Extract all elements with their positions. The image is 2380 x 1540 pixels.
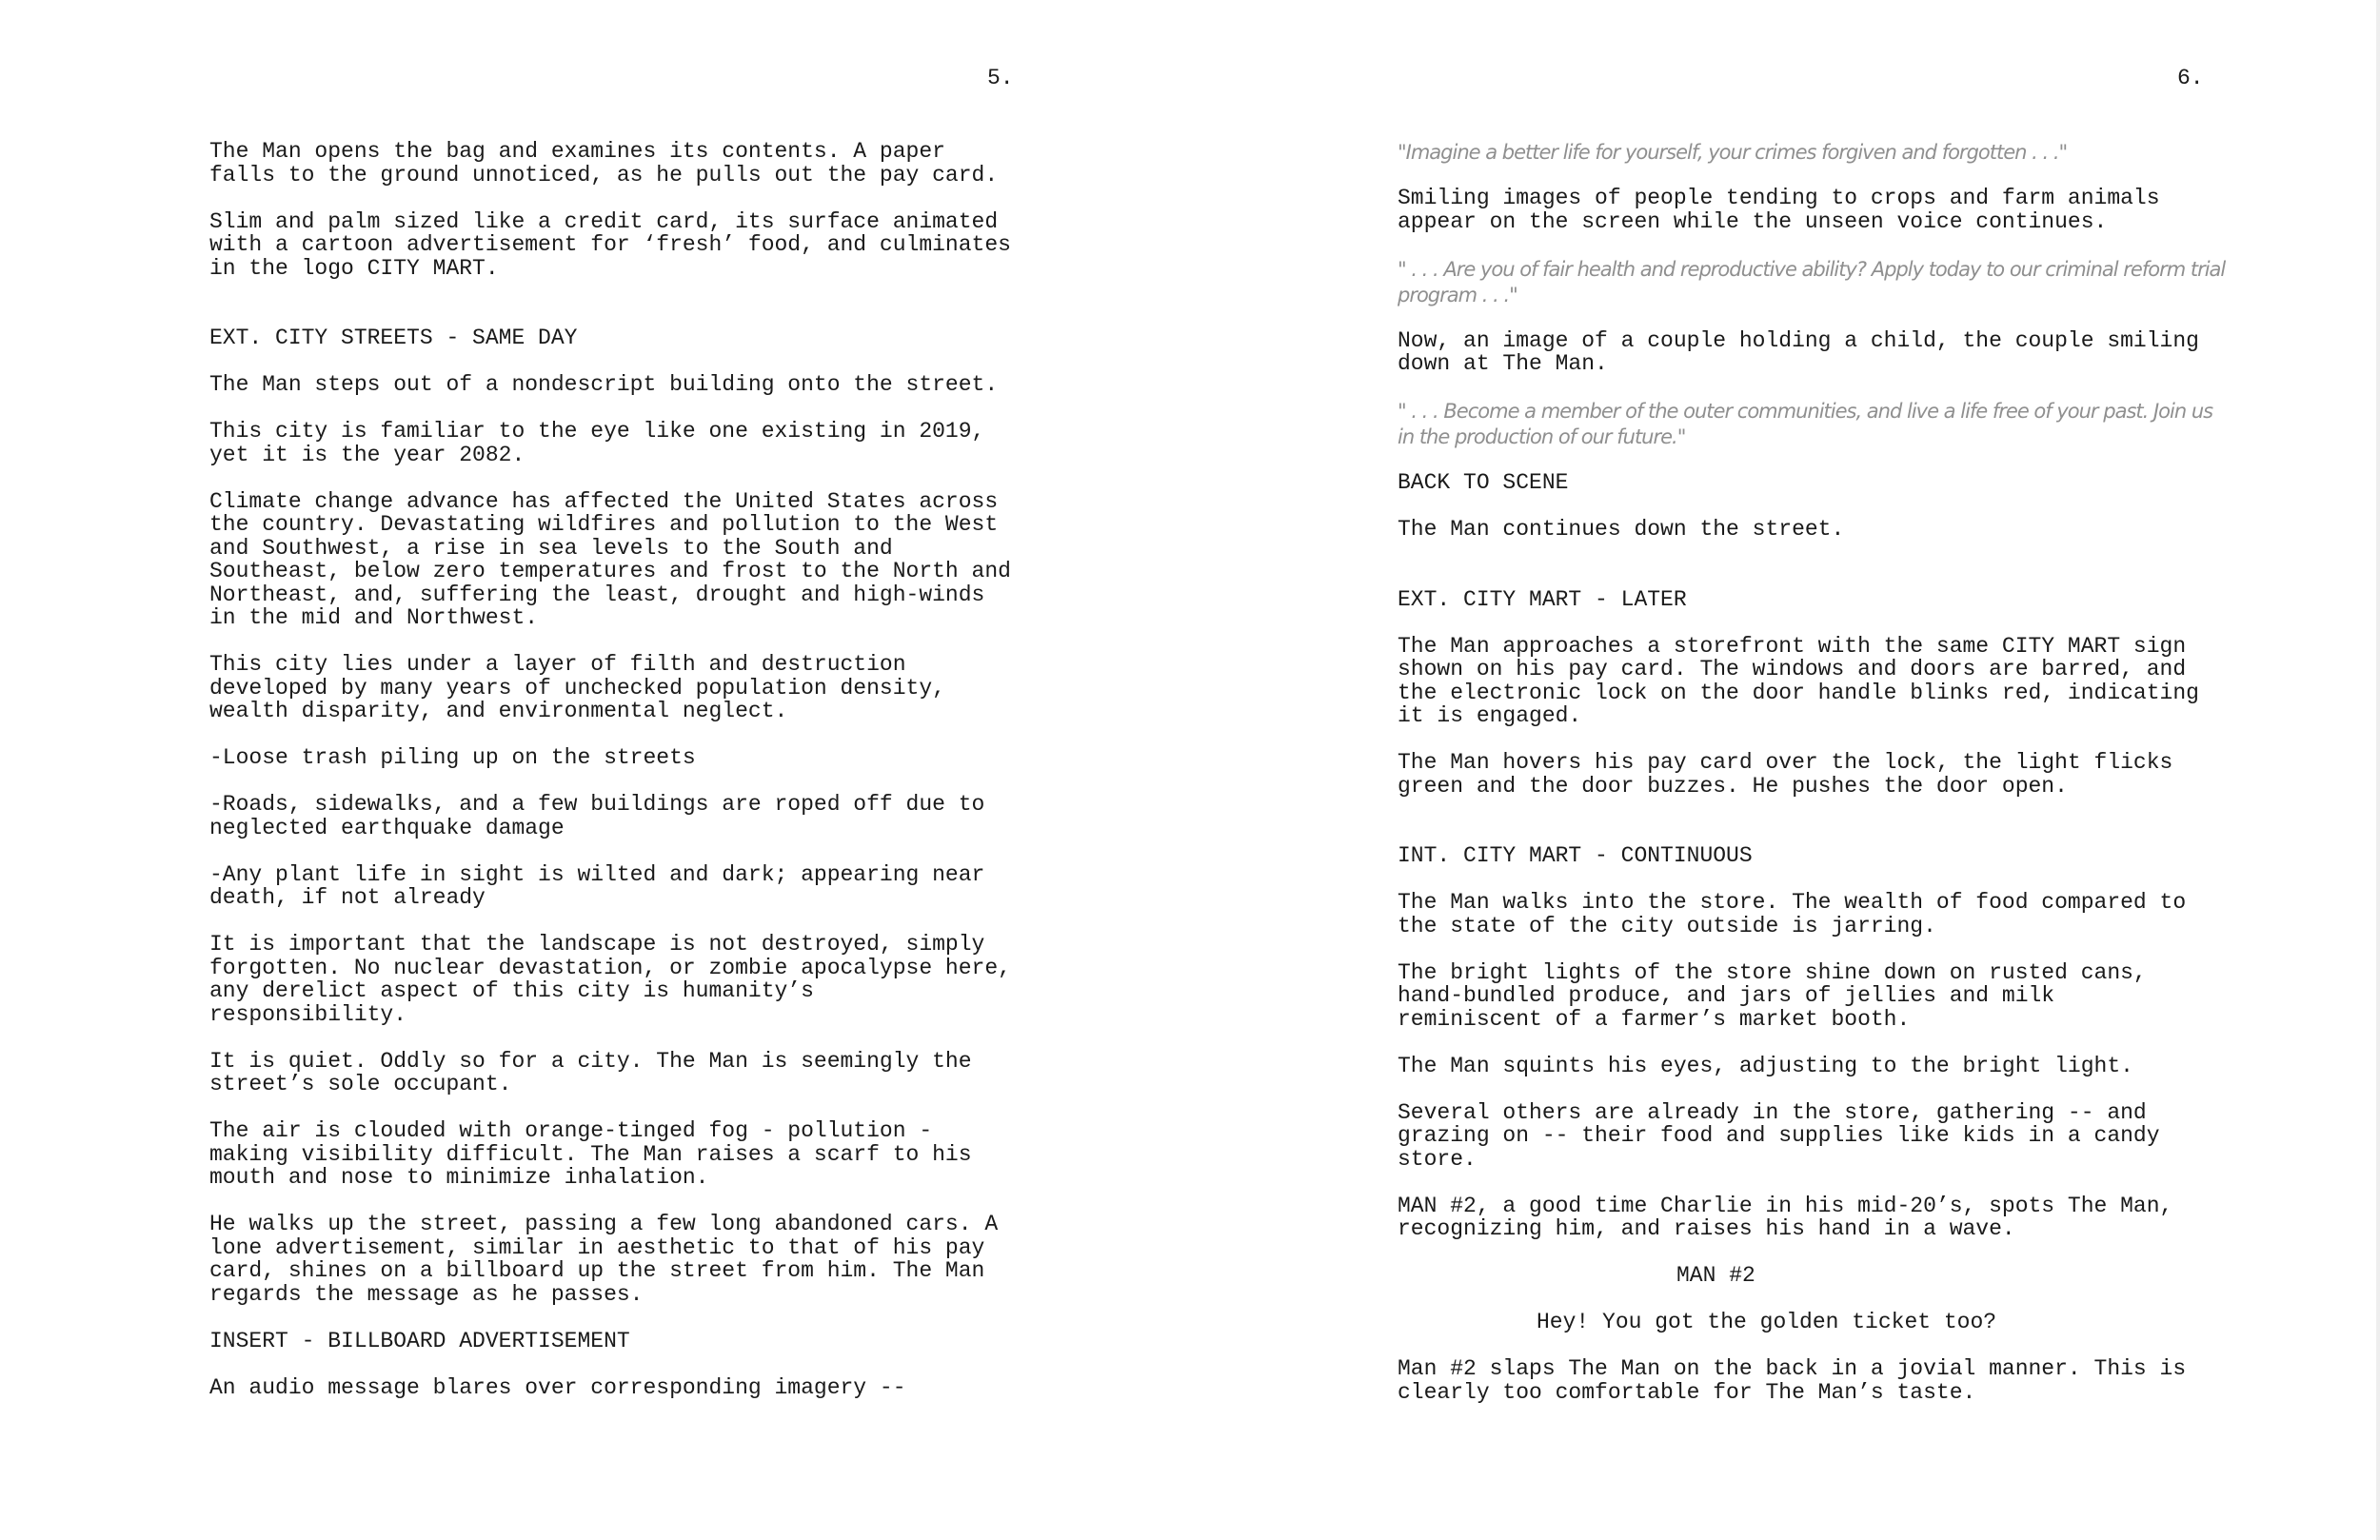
action-paragraph: The Man squints his eyes, adjusting to the bright light.: [1398, 1053, 2133, 1078]
action-paragraph: The air is clouded with orange-tinged fog - pollution - making visibility difficult. The Man raises a scarf to his mouth and nose to minimize inhalation.: [209, 1118, 972, 1190]
action-paragraph: It is important that the landscape is not destroyed, simply forgotten. No nuclear devastation, or zombie apocalypse here, any derelict aspect of this city is humanity’s responsibility.: [209, 932, 1011, 1027]
voice-over-text: "Imagine a better life for yourself, your crimes forgiven and forgotten . . .": [1398, 141, 2068, 164]
dialogue-line: Hey! You got the golden ticket too?: [1537, 1310, 1997, 1334]
page-edge: [2376, 0, 2380, 1540]
scene-heading: INT. CITY MART - CONTINUOUS: [1398, 843, 1753, 868]
page-body: [1398, 140, 2380, 1428]
action-paragraph: The Man continues down the street.: [1398, 517, 1845, 542]
action-list-item: -Roads, sidewalks, and a few buildings are roped off due to neglected earthquake damage: [209, 792, 985, 840]
page-number: 5.: [987, 66, 1014, 90]
page-number: 6.: [2177, 66, 2204, 90]
action-paragraph: The Man steps out of a nondescript building onto the street.: [209, 372, 999, 397]
action-paragraph: Man #2 slaps The Man on the back in a jovial manner. This is clearly too comfortable for The Man’s taste.: [1398, 1356, 2187, 1405]
character-name: MAN #2: [1676, 1263, 1755, 1288]
action-paragraph: The Man hovers his pay card over the lock, the light flicks green and the door buzzes. He pushes the door open.: [1398, 750, 2173, 799]
scene-heading: EXT. CITY STREETS - SAME DAY: [209, 326, 578, 350]
action-paragraph: The bright lights of the store shine down on rusted cans, hand-bundled produce, and jars of jellies and milk reminiscent of a farmer’s market booth.: [1398, 959, 2147, 1032]
action-paragraph: Several others are already in the store, gathering -- and grazing on -- their food and supplies like kids in a candy store.: [1398, 1099, 2160, 1172]
action-paragraph: The Man walks into the store. The wealth of food compared to the state of the city outside is jarring.: [1398, 890, 2187, 938]
action-list-item: -Loose trash piling up on the streets: [209, 745, 696, 770]
action-paragraph: He walks up the street, passing a few long abandoned cars. A lone advertisement, similar in aesthetic to that of his pay card, shines on a billboard up the street from him. The Man regards the message as he passes.: [209, 1212, 999, 1307]
action-list-item: -Any plant life in sight is wilted and dark; appearing near death, if not already: [209, 861, 985, 910]
action-paragraph: An audio message blares over corresponding imagery --: [209, 1374, 906, 1400]
action-paragraph: The Man opens the bag and examines its contents. A paper falls to the ground unnoticed, as he pulls out the pay card.: [209, 139, 999, 188]
insert-heading: INSERT - BILLBOARD ADVERTISEMENT: [209, 1328, 630, 1353]
action-paragraph: The Man approaches a storefront with the same CITY MART sign shown on his pay card. The windows and doors are barred, and the electronic lock on the door handle blinks red, indicating it is engaged.: [1398, 633, 2199, 728]
voice-over-text: " . . . Are you of fair health and reproductive ability? Apply today to our criminal reform trial program . . .": [1398, 257, 2226, 306]
action-paragraph: Now, an image of a couple holding a child, the couple smiling down at The Man.: [1398, 327, 2199, 376]
scene-heading: EXT. CITY MART - LATER: [1398, 586, 1687, 612]
action-paragraph: Smiling images of people tending to crops and farm animals appear on the screen while the unseen voice continues.: [1398, 186, 2160, 234]
script-page-right: [1190, 0, 2380, 1540]
action-paragraph: Slim and palm sized like a credit card, its surface animated with a cartoon advertisement for ‘fresh’ food, and culminates in the logo CITY MART.: [209, 208, 1011, 281]
voice-over-text: " . . . Become a member of the outer communities, and live a life free of your past. Join us in the production of our future.": [1398, 400, 2213, 448]
action-paragraph: Climate change advance has affected the United States across the country. Devastating wildfires and pollution to the West and Southwest, a rise in sea levels to the South and Southeast, below zero temperatures and frost to the North and Northeast, and, suffering the least, drought and high-winds in the mid and Northwest.: [209, 488, 1011, 630]
dialogue-block: [1398, 1264, 2380, 1334]
action-paragraph: It is quiet. Oddly so for a city. The Man is seemingly the street’s sole occupant.: [209, 1048, 972, 1096]
page-body: [209, 140, 1047, 1423]
transition-heading: BACK TO SCENE: [1398, 470, 1569, 495]
action-paragraph: This city is familiar to the eye like one existing in 2019, yet it is the year 2082.: [209, 419, 985, 467]
action-paragraph: MAN #2, a good time Charlie in his mid-20’s, spots The Man, recognizing him, and raises his hand in a wave.: [1398, 1193, 2173, 1241]
action-paragraph: This city lies under a layer of filth and destruction developed by many years of unchecked population density, wealth disparity, and environmental neglect.: [209, 652, 945, 723]
